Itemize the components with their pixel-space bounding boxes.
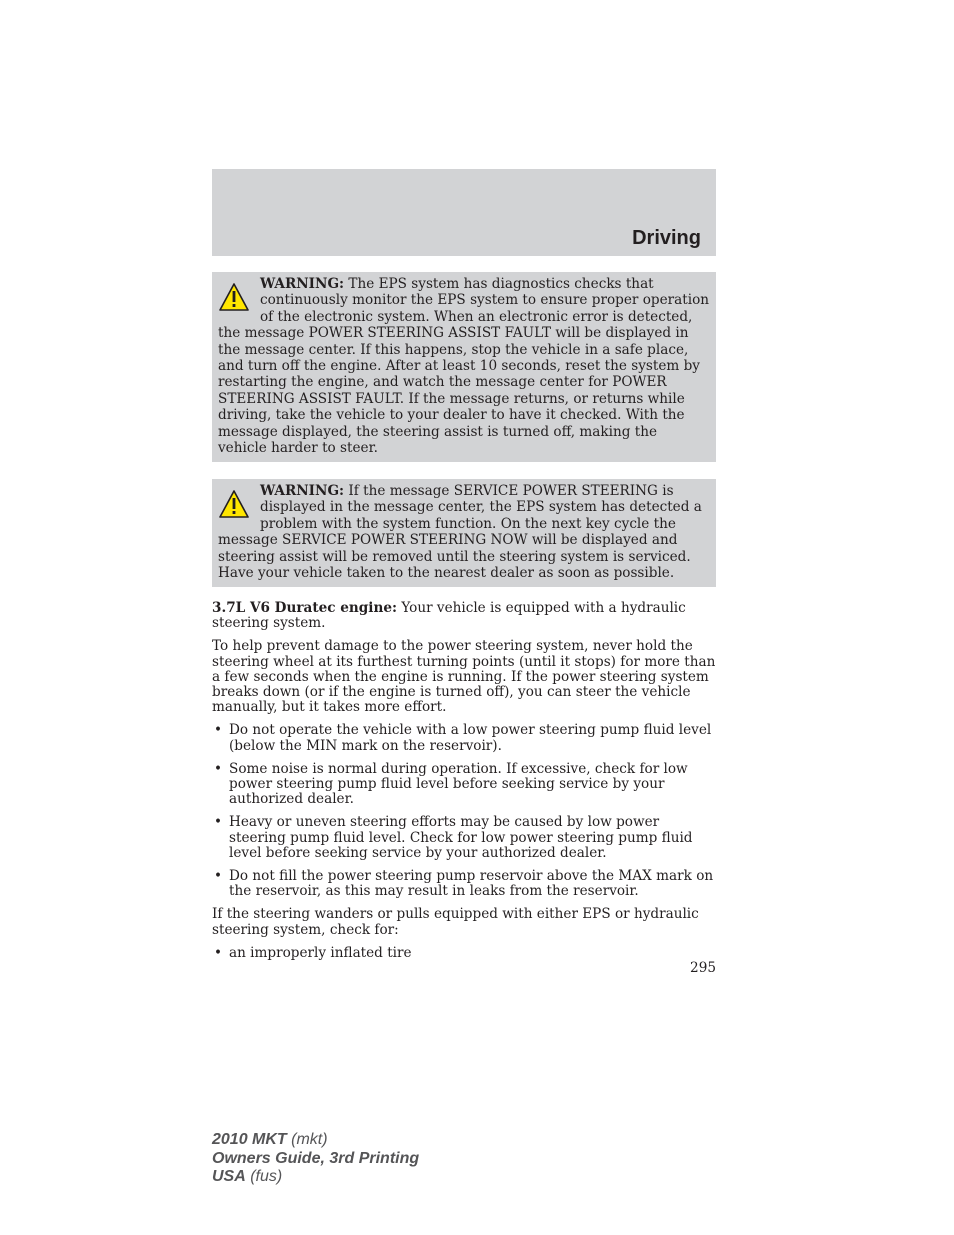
- footer-model-line: [212, 1131, 419, 1150]
- damage-paragraph: To help prevent damage to the power steering system, never hold the steering wheel at its furthest turning points (until it stops) for more than a few seconds when the engine is running. If the power steering system breaks down (or if the engine is turned off), you can steer the vehicle manually, but it takes more effort.: [212, 638, 716, 716]
- wander-paragraph: If the steering wanders or pulls equipped with either EPS or hydraulic steering system, check for:: [212, 906, 699, 938]
- warning-box-service-power-steering: [212, 479, 716, 587]
- warning-triangle-icon: [218, 489, 250, 519]
- footer-print-info: [212, 1131, 419, 1187]
- warning-label: WARNING:: [260, 276, 345, 292]
- footer-region-line: [212, 1168, 419, 1187]
- section-header-band: [212, 169, 716, 256]
- body-content: [212, 601, 716, 969]
- warning-text: The EPS system has diagnostics checks that continuously monitor the EPS system to ensure proper operation of the electronic system. When an electronic error is detected, the message POWER STEERING ASSIST FAULT will be displayed in the message center. If this happens, stop the vehicle in a safe place, and turn off the engine. After at least 10 seconds, reset the system by restarting the engine, and watch the message center for POWER STEERING ASSIST FAULT. If the message returns, or returns while driving, take the vehicle to your dealer to have it checked. With the message displayed, the steering assist is turned off, making the vehicle harder to steer.: [218, 276, 710, 457]
- warning-label: WARNING:: [260, 483, 345, 499]
- engine-paragraph: [212, 601, 716, 631]
- list-item: • an improperly inflated tire: [212, 946, 716, 961]
- section-title: Driving: [632, 227, 701, 249]
- warning-text: If the message SERVICE POWER STEERING is displayed in the message center, the EPS system has detected a problem with the system function. On the next key cycle the message SERVICE POWER STEERING NOW will be displayed and steering assist will be removed until the steering system is serviced. Have your vehicle taken to the nearest dealer as soon as possible.: [218, 483, 702, 582]
- footer-region-code: (fus): [245, 1168, 283, 1185]
- footer-model-code: (mkt): [286, 1131, 328, 1148]
- list-item: • Some noise is normal during operation. If excessive, check for low power steering pump fluid level before seeking service by your authorized dealer.: [212, 762, 716, 808]
- footer-region: USA: [212, 1168, 246, 1185]
- page-number: 295: [690, 960, 716, 976]
- warning-triangle-icon: [218, 282, 250, 312]
- list-item: • Do not fill the power steering pump reservoir above the MAX mark on the reservoir, as this may result in leaks from the reservoir.: [212, 869, 716, 899]
- engine-lead: 3.7L V6 Duratec engine:: [212, 600, 398, 616]
- steering-bullet-list: [212, 723, 716, 899]
- list-item: • Heavy or uneven steering efforts may be caused by low power steering pump fluid level. Check for low power steering pump fluid level before seeking service by your authorized dealer.: [212, 815, 716, 861]
- warning-box-eps-diagnostics: [212, 272, 716, 462]
- list-item: • Do not operate the vehicle with a low power steering pump fluid level (below the MIN mark on the reservoir).: [212, 723, 716, 753]
- engine-text: Your vehicle is equipped with a hydraulic steering system.: [212, 600, 686, 632]
- check-bullet-list: [212, 946, 716, 961]
- footer-model: 2010 MKT: [212, 1131, 287, 1148]
- footer-guide-line: Owners Guide, 3rd Printing: [212, 1149, 420, 1167]
